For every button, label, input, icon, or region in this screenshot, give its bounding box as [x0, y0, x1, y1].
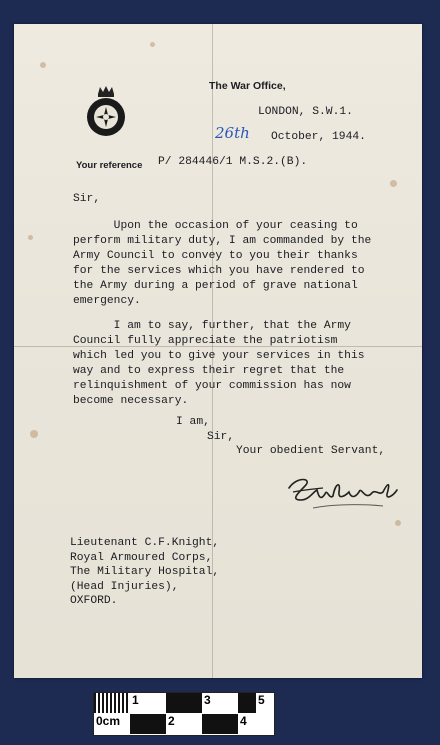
recipient-line: (Head Injuries),: [70, 581, 179, 593]
scale-bar-bottom-row: [94, 714, 274, 734]
paragraph-line: I am to say, further, that the Army: [73, 320, 351, 332]
scale-bar-block: [238, 693, 256, 713]
scale-bar-mm-ticks: [94, 693, 130, 713]
recipient-line: Lieutenant C.F.Knight,: [70, 537, 220, 549]
recipient-line: Royal Armoured Corps,: [70, 552, 213, 564]
scale-bar-label: 0cm: [96, 714, 121, 728]
closing-line-2: Sir,: [207, 431, 235, 443]
handwritten-date-day: 26th: [215, 124, 250, 142]
paragraph-line: relinquishment of your commission has now: [73, 380, 351, 392]
scale-bar-label: 4: [240, 714, 247, 728]
scale-bar-label: 2: [168, 714, 175, 728]
reference-label: Your reference: [76, 160, 143, 171]
stain-spot: [28, 235, 33, 240]
recipient-line: OXFORD.: [70, 595, 118, 607]
stain-spot: [40, 62, 46, 68]
scale-bar: [93, 692, 275, 736]
scale-bar-block: [130, 714, 166, 734]
stain-spot: [30, 430, 38, 438]
scale-bar-top-row: [94, 693, 274, 713]
paragraph-line: Upon the occasion of your ceasing to: [73, 220, 358, 232]
paragraph-line: become necessary.: [73, 395, 189, 407]
scale-bar-label: 1: [132, 693, 139, 707]
scale-bar-block: [166, 693, 202, 713]
paragraph-line: for the services which you have rendered to: [73, 265, 365, 277]
office-name: The War Office,: [209, 80, 286, 92]
office-city: LONDON, S.W.1.: [258, 106, 353, 118]
recipient-line: The Military Hospital,: [70, 566, 220, 578]
paragraph-line: Army Council to convey to you their thanks: [73, 250, 358, 262]
scale-bar-label: 3: [204, 693, 211, 707]
war-office-crest-icon: [84, 84, 128, 140]
reference-value: P/ 284446/1 M.S.2.(B).: [158, 156, 308, 168]
paragraph-line: Council fully appreciate the patriotism: [73, 335, 338, 347]
paragraph-line: emergency.: [73, 295, 141, 307]
stain-spot: [395, 520, 401, 526]
scale-bar-label: 5: [258, 693, 265, 707]
paragraph-line: perform military duty, I am commanded by the: [73, 235, 372, 247]
letter-date: October, 1944.: [271, 131, 366, 143]
stain-spot: [150, 42, 155, 47]
paragraph-line: way and to express their regret that the: [73, 365, 345, 377]
paragraph-line: the Army during a period of grave national: [73, 280, 358, 292]
scale-bar-block: [202, 714, 238, 734]
closing-line-3: Your obedient Servant,: [236, 445, 386, 457]
salutation: Sir,: [73, 193, 101, 205]
paragraph-line: which led you to give your services in this: [73, 350, 365, 362]
closing-line-1: I am,: [176, 416, 210, 428]
stain-spot: [390, 180, 397, 187]
handwritten-signature: [283, 470, 403, 518]
